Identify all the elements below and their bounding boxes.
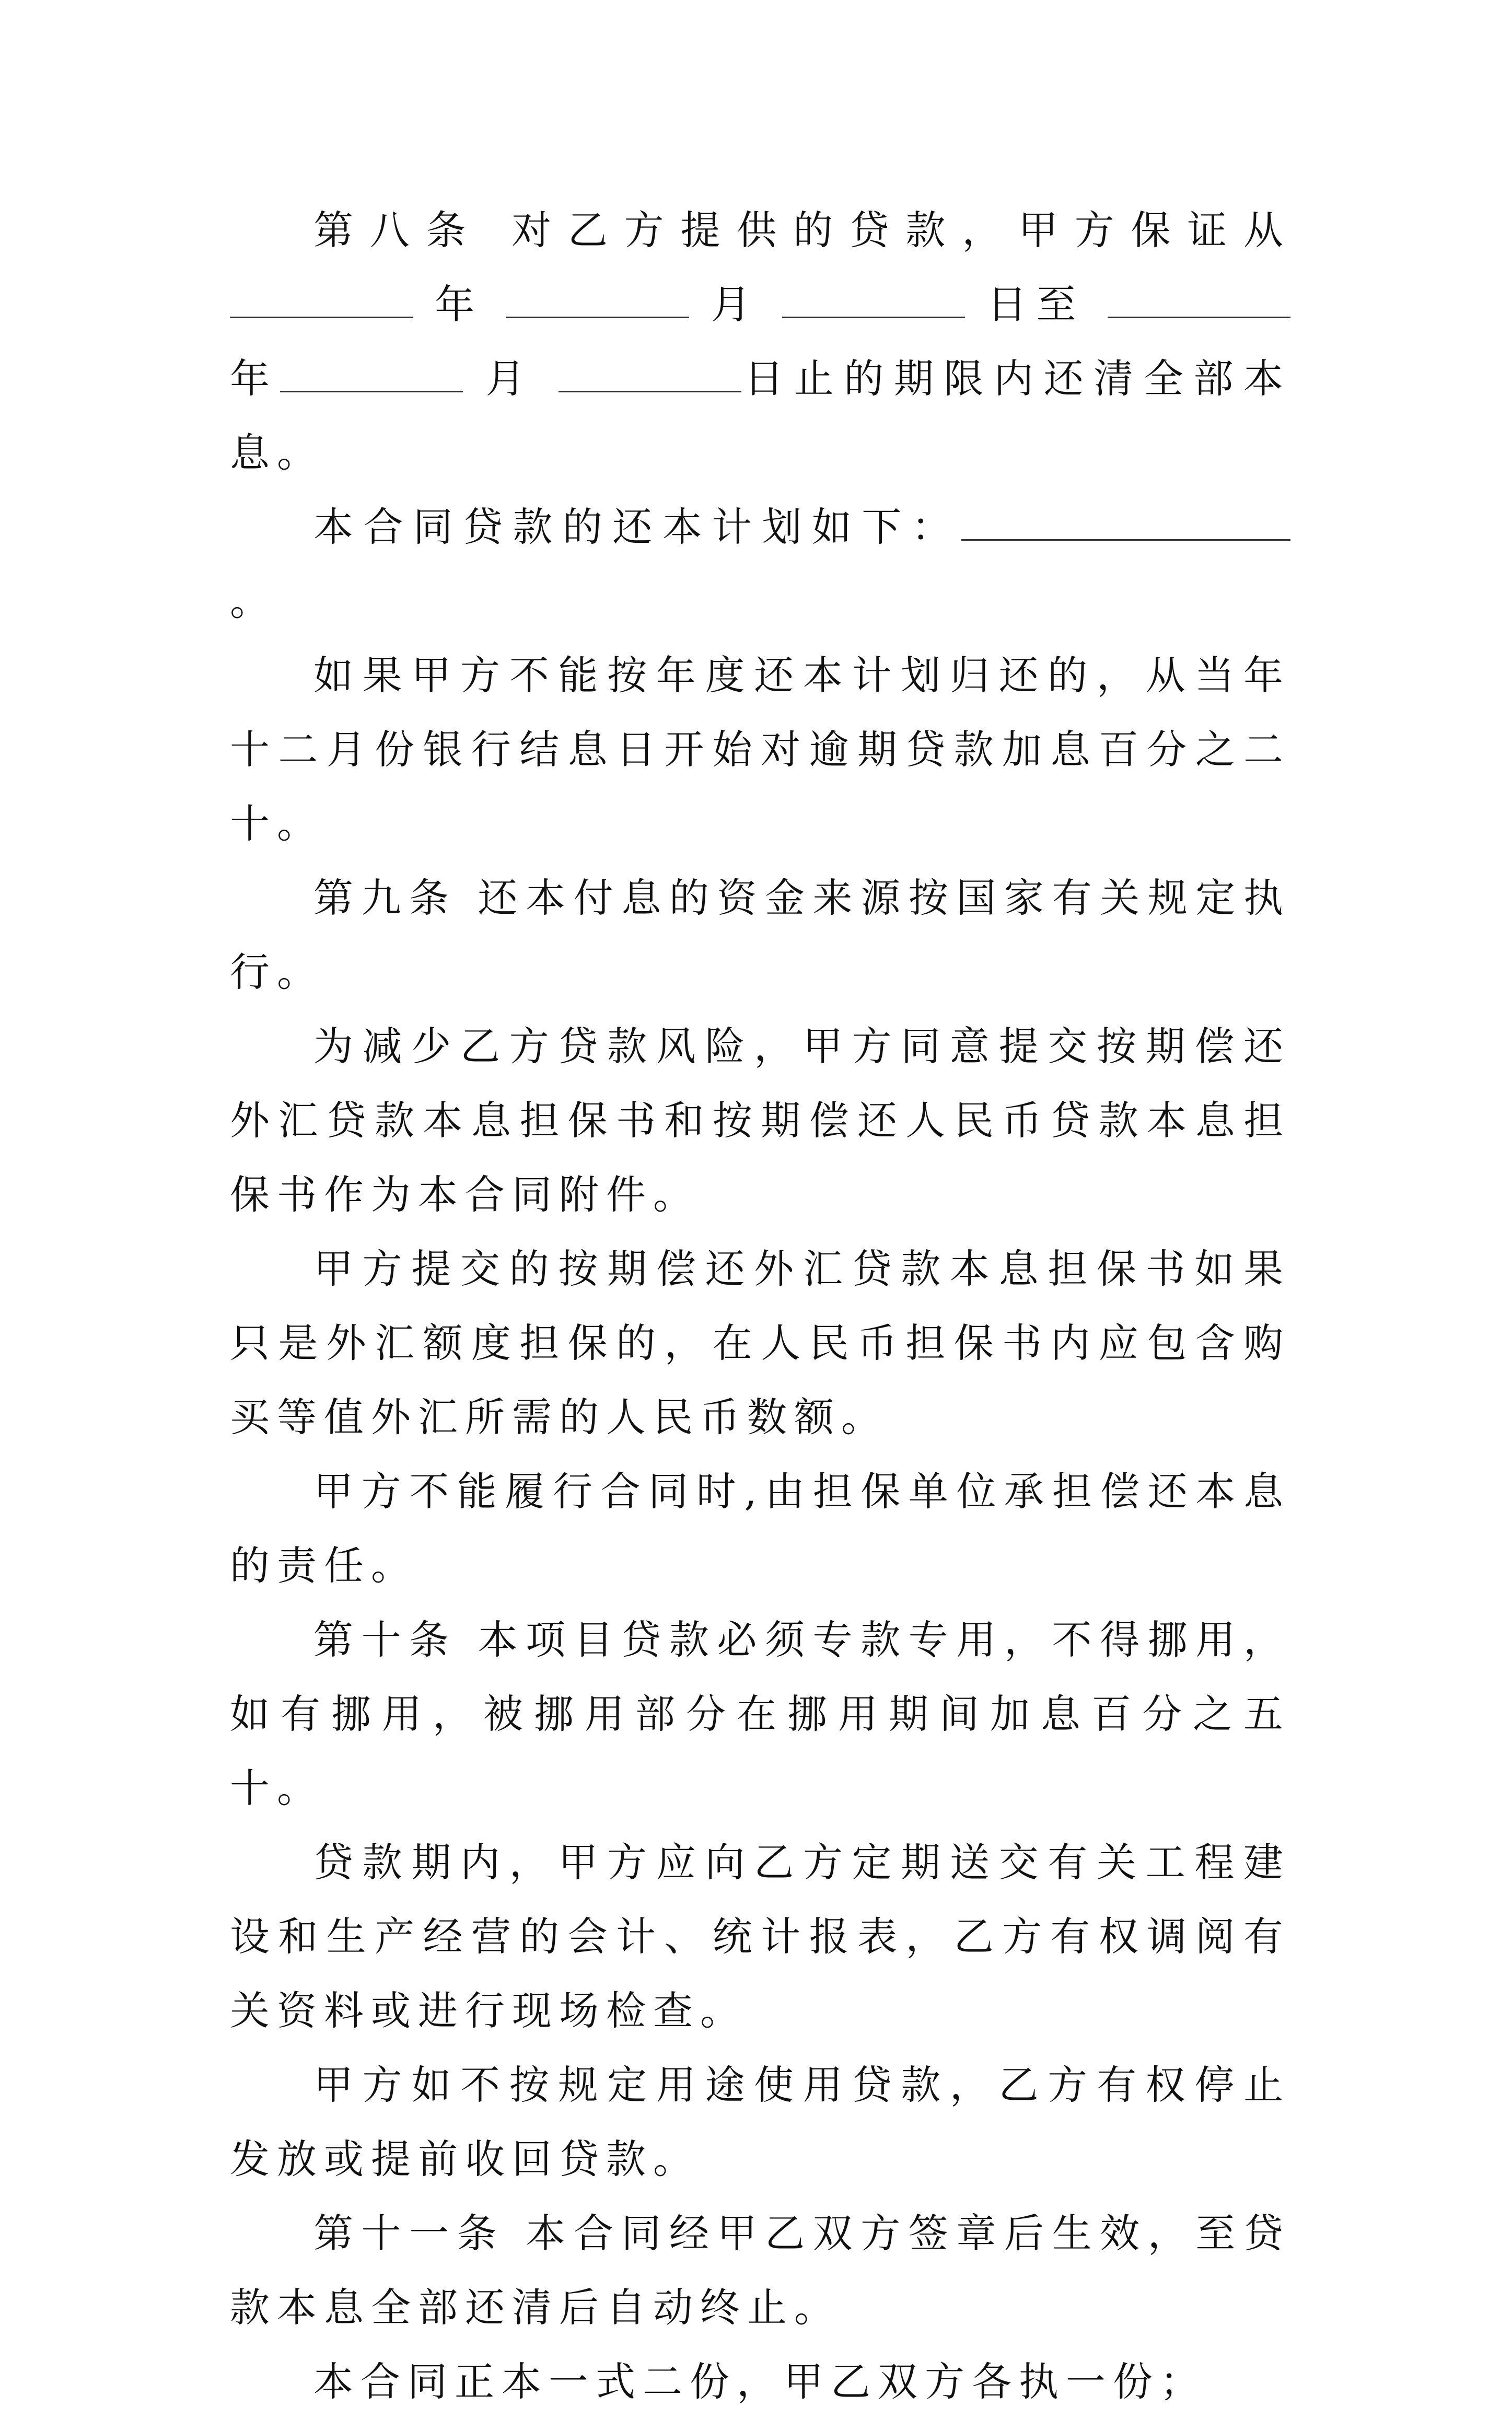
article-11-paragraph: 第十一条 本合同经甲乙双方签章后生效，至贷款本息全部还清后自动终止。 [230, 2210, 1290, 2331]
blank-day-to[interactable] [559, 357, 741, 392]
month-label: 月 [711, 281, 761, 328]
blank-month-to[interactable] [280, 357, 463, 392]
repayment-plan-label: 本合同贷款的还本计划如下： [313, 504, 961, 550]
guarantor-liability-paragraph: 甲方不能履行合同时,由担保单位承担偿还本息的责任。 [230, 1468, 1290, 1589]
overdue-interest-paragraph: 如果甲方不能按年度还本计划归还的，从当年十二月份银行结息日开始对逾期贷款加息百分之二十。 [230, 652, 1290, 847]
repayment-plan-paragraph [230, 490, 1290, 638]
year-label: 年 [230, 355, 280, 402]
copies-paragraph: 本合同正本一式二份，甲乙双方各执一份； [313, 2358, 1207, 2405]
month-label: 月 [485, 355, 536, 402]
article-8-deadline: 日止的期限内还清全部本息。 [230, 355, 1291, 476]
blank-month-from[interactable] [506, 283, 689, 318]
blank-day-from[interactable] [782, 283, 965, 318]
guarantee-paragraph: 为减少乙方贷款风险，甲方同意提交按期偿还外汇贷款本息担保书和按期偿还人民币贷款本息担保书作为本合同附件。 [230, 1023, 1290, 1218]
fx-guarantee-paragraph: 甲方提交的按期偿还外汇贷款本息担保书如果只是外汇额度担保的，在人民币担保书内应包含购买等值外汇所需的人民币数额。 [230, 1246, 1290, 1440]
article-10-paragraph: 第十条 本项目贷款必须专款专用，不得挪用，如有挪用，被挪用部分在挪用期间加息百分之五十。 [230, 1616, 1290, 1811]
blank-year-from[interactable] [230, 283, 413, 318]
article-9-paragraph: 第九条 还本付息的资金来源按国家有关规定执行。 [230, 875, 1290, 995]
day-to-label: 日至 [987, 281, 1086, 328]
blank-year-to[interactable] [1108, 283, 1290, 318]
repayment-plan-end: 。 [230, 578, 277, 624]
year-label: 年 [435, 281, 484, 328]
document-page [230, 193, 1290, 2419]
misuse-paragraph: 甲方如不按规定用途使用贷款，乙方有权停止发放或提前收回贷款。 [230, 2062, 1290, 2182]
article-8-intro: 第八条 对乙方提供的贷款，甲方保证从 [313, 207, 1290, 253]
blank-repayment-plan[interactable] [961, 506, 1290, 541]
article-8-paragraph [230, 193, 1290, 490]
reports-paragraph: 贷款期内，甲方应向乙方定期送交有关工程建设和生产经营的会计、统计报表，乙方有权调阅有关资料或进行现场检查。 [230, 1839, 1290, 2034]
